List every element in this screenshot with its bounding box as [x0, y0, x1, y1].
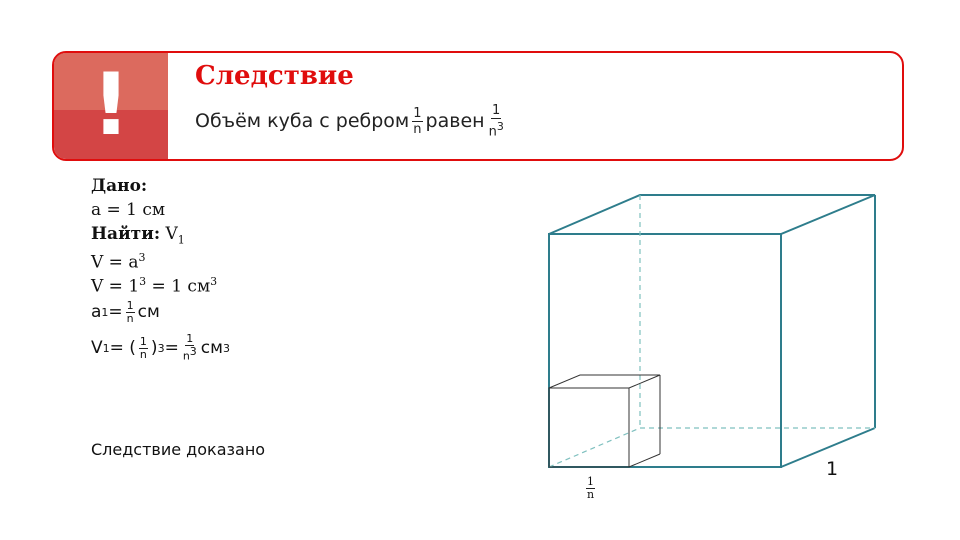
- small-cube-front-face: [549, 388, 629, 467]
- small-edge-line: a 1 = $\frac{1}{n}$ см: [91, 298, 160, 325]
- given-label: Дано:: [91, 176, 148, 196]
- statement-prefix: Объём куба с ребром: [195, 110, 410, 132]
- banner-title: Следствие: [195, 61, 354, 91]
- small-volume-line: V 1 = ( $\frac{1}{n}$ ) 3 = $\frac{1}{n^3}$ см 3: [91, 332, 230, 363]
- volume-formula: $V = a^3$: [91, 251, 146, 273]
- big-cube-top-face: [549, 195, 875, 234]
- small-edge-label: $\frac{1}{n}$: [587, 475, 595, 501]
- small-cube-top-face: [549, 375, 660, 388]
- exclamation-mark: !: [91, 55, 131, 155]
- volume-fraction: $\frac{1}{n^3}$: [488, 102, 504, 140]
- big-cube: [549, 195, 875, 467]
- conclusion-text: Следствие доказано: [91, 440, 266, 459]
- find-line: Найти: $V_1$: [91, 224, 185, 247]
- small-cube: [549, 375, 660, 467]
- statement-middle: равен: [425, 110, 485, 132]
- volume-calculation: $V = 1^3 = 1$ $см^3$: [91, 275, 218, 297]
- edge-fraction: $\frac{1}{n}$: [413, 105, 422, 137]
- big-cube-hidden-edges: [549, 195, 875, 467]
- big-cube-front-face: [549, 234, 781, 467]
- big-edge-label: 1: [826, 458, 839, 480]
- given-value: a = 1 см: [91, 200, 166, 220]
